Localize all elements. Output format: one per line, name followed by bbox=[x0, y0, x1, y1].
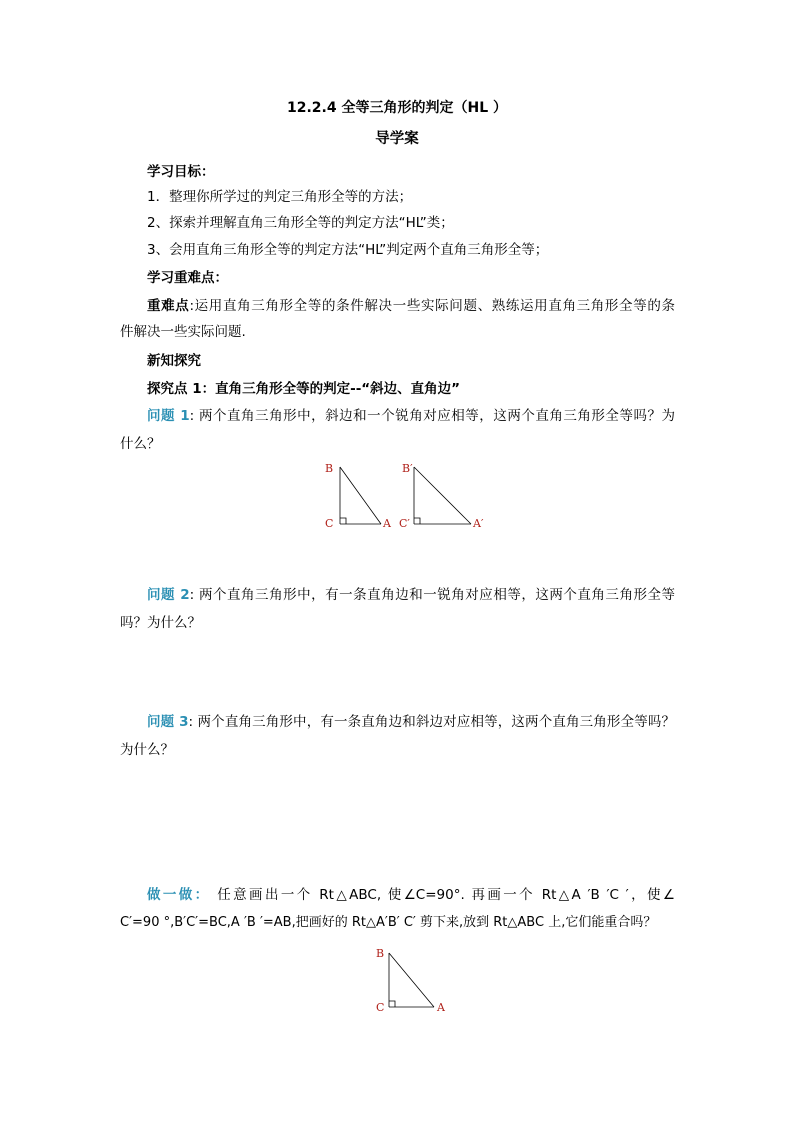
question-1-line2: 什么？ bbox=[120, 436, 161, 452]
try-it-line2: C′=90 °,B′C′=BC,A ′B ′=AB,把画好的 Rt△A′B′ C′ 剪下来,放到 Rt△ABC 上,它们能重合吗？ bbox=[120, 915, 657, 930]
try-it-line1 bbox=[147, 885, 675, 905]
side-a-prime-b-prime bbox=[414, 467, 471, 524]
goal-item-2: 2、探索并理解直角三角形全等的判定方法“HL”类； bbox=[147, 215, 454, 231]
document-subtitle: 导学案 bbox=[375, 131, 419, 147]
vertex-label-c-prime: C′ bbox=[399, 517, 410, 530]
question-2-label: 问题 2 bbox=[147, 587, 190, 603]
question-1-label: 问题 1 bbox=[147, 408, 190, 424]
triangle-abc-figure-1 bbox=[320, 458, 390, 530]
focus-text: :运用直角三角形全等的条件解决一些实际问题、熟练运用直角三角形全等的条 bbox=[189, 298, 675, 314]
right-angle-mark bbox=[389, 1001, 395, 1007]
focus-paragraph-line1 bbox=[147, 296, 675, 316]
explore-point-heading: 探究点 1：直角三角形全等的判定--“斜边、直角边” bbox=[147, 381, 461, 397]
vertex-label-c: C bbox=[325, 517, 334, 530]
right-angle-mark bbox=[414, 518, 420, 524]
question-3-label: 问题 3 bbox=[147, 714, 189, 730]
focus-paragraph-line2: 件解决一些实际问题. bbox=[120, 324, 246, 340]
explore-heading: 新知探究 bbox=[147, 353, 201, 369]
question-2-text: : 两个直角三角形中，有一条直角边和一锐角对应相等，这两个直角三角形全等 bbox=[189, 587, 675, 603]
document-title: 12.2.4 全等三角形的判定（HL ） bbox=[287, 100, 507, 116]
question-2-line2: 吗？为什么？ bbox=[120, 615, 201, 631]
triangle-abc-figure-2 bbox=[370, 943, 452, 1017]
vertex-label-b: B bbox=[376, 947, 385, 960]
question-3-line1 bbox=[147, 712, 675, 732]
triangle-abc-prime-figure bbox=[398, 458, 492, 530]
try-it-label: 做一做： bbox=[147, 887, 211, 903]
right-angle-mark bbox=[340, 518, 346, 524]
goal-item-1: 1．整理你所学过的判定三角形全等的方法； bbox=[147, 189, 413, 205]
vertex-label-a: A bbox=[437, 1001, 445, 1014]
goals-heading: 学习目标： bbox=[147, 164, 215, 180]
side-ab bbox=[389, 953, 434, 1007]
vertex-label-b-prime: B′ bbox=[402, 462, 413, 475]
question-1-text: : 两个直角三角形中，斜边和一个锐角对应相等，这两个直角三角形全等吗？为 bbox=[189, 408, 675, 424]
question-2-line1 bbox=[147, 585, 675, 605]
focus-label: 重难点 bbox=[147, 298, 190, 314]
question-1-line1 bbox=[147, 406, 675, 426]
try-it-text: 任意画出一个 Rt△ABC, 使∠C=90°. 再画一个 Rt△A ′B ′C ′，使∠ bbox=[210, 887, 676, 903]
goal-item-3: 3、会用直角三角形全等的判定方法“HL”判定两个直角三角形全等； bbox=[147, 242, 549, 258]
question-3-text: : 两个直角三角形中，有一条直角边和斜边对应相等，这两个直角三角形全等吗？ bbox=[188, 714, 676, 730]
side-ab bbox=[340, 467, 381, 524]
vertex-label-a-prime: A′ bbox=[473, 517, 484, 530]
vertex-label-a: A bbox=[383, 517, 391, 530]
vertex-label-c: C bbox=[376, 1001, 385, 1014]
question-3-line2: 为什么？ bbox=[120, 742, 174, 758]
vertex-label-b: B bbox=[325, 462, 334, 475]
focus-heading: 学习重难点： bbox=[147, 270, 228, 286]
